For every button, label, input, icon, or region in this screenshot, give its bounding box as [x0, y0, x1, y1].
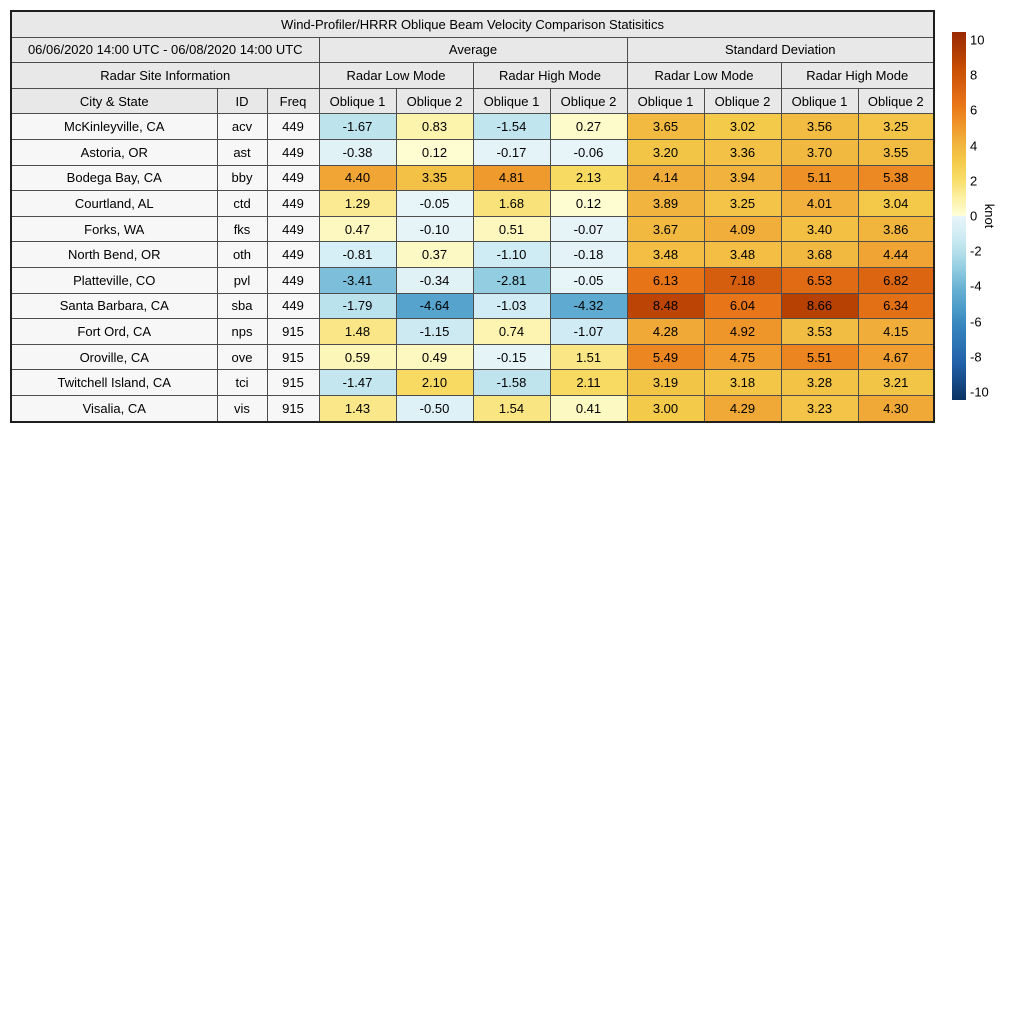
freq-cell: 449	[267, 114, 319, 140]
mode-header-avg-low: Radar Low Mode	[319, 63, 473, 89]
value-cell: 3.53	[781, 319, 858, 345]
value-cell: 3.67	[627, 216, 704, 242]
col-header-oblique: Oblique 1	[319, 88, 396, 114]
value-cell: 6.53	[781, 267, 858, 293]
freq-cell: 449	[267, 242, 319, 268]
freq-cell: 449	[267, 139, 319, 165]
value-cell: -0.50	[396, 395, 473, 421]
value-cell: 4.75	[704, 344, 781, 370]
value-cell: 3.65	[627, 114, 704, 140]
value-cell: 3.25	[858, 114, 934, 140]
value-cell: 0.83	[396, 114, 473, 140]
table-row	[11, 395, 934, 421]
freq-cell: 915	[267, 370, 319, 396]
value-cell: 3.19	[627, 370, 704, 396]
value-cell: -4.64	[396, 293, 473, 319]
value-cell: 3.18	[704, 370, 781, 396]
id-cell: tci	[217, 370, 267, 396]
value-cell: 2.11	[550, 370, 627, 396]
col-header-oblique: Oblique 2	[704, 88, 781, 114]
value-cell: 0.41	[550, 395, 627, 421]
id-cell: sba	[217, 293, 267, 319]
col-header-freq: Freq	[267, 88, 319, 114]
value-cell: 4.15	[858, 319, 934, 345]
id-cell: oth	[217, 242, 267, 268]
freq-cell: 915	[267, 344, 319, 370]
group-header-row	[11, 37, 934, 63]
value-cell: -1.67	[319, 114, 396, 140]
freq-cell: 915	[267, 395, 319, 421]
value-cell: 4.67	[858, 344, 934, 370]
id-cell: vis	[217, 395, 267, 421]
col-header-oblique: Oblique 2	[858, 88, 934, 114]
value-cell: 5.51	[781, 344, 858, 370]
city-cell: Visalia, CA	[11, 395, 217, 421]
table-row	[11, 191, 934, 217]
value-cell: 0.12	[550, 191, 627, 217]
colorbar-tick-label: 4	[970, 138, 978, 154]
colorbar-tick-label: -4	[970, 278, 982, 294]
value-cell: 0.47	[319, 216, 396, 242]
id-cell: ove	[217, 344, 267, 370]
id-cell: acv	[217, 114, 267, 140]
value-cell: -0.38	[319, 139, 396, 165]
value-cell: 6.13	[627, 267, 704, 293]
colorbar-tick-label: -6	[970, 314, 982, 330]
value-cell: 3.02	[704, 114, 781, 140]
city-cell: North Bend, OR	[11, 242, 217, 268]
value-cell: 6.82	[858, 267, 934, 293]
value-cell: 5.49	[627, 344, 704, 370]
table-row	[11, 344, 934, 370]
value-cell: -0.06	[550, 139, 627, 165]
value-cell: 3.35	[396, 165, 473, 191]
city-cell: Oroville, CA	[11, 344, 217, 370]
value-cell: -2.81	[473, 267, 550, 293]
table-row	[11, 139, 934, 165]
value-cell: -1.47	[319, 370, 396, 396]
mode-header-row	[11, 63, 934, 89]
mode-header-std-high: Radar High Mode	[781, 63, 934, 89]
value-cell: 1.48	[319, 319, 396, 345]
value-cell: 1.29	[319, 191, 396, 217]
colorbar-tick-label: -2	[970, 243, 982, 259]
value-cell: 0.74	[473, 319, 550, 345]
site-info-header: Radar Site Information	[11, 63, 319, 89]
freq-cell: 449	[267, 165, 319, 191]
value-cell: -1.15	[396, 319, 473, 345]
city-cell: Santa Barbara, CA	[11, 293, 217, 319]
value-cell: -1.54	[473, 114, 550, 140]
colorbar-tick-label: -8	[970, 349, 982, 365]
col-header-oblique: Oblique 1	[627, 88, 704, 114]
table-row	[11, 165, 934, 191]
value-cell: 3.56	[781, 114, 858, 140]
col-header-oblique: Oblique 2	[396, 88, 473, 114]
freq-cell: 449	[267, 216, 319, 242]
colorbar-tick-label: -10	[970, 384, 989, 400]
value-cell: 8.48	[627, 293, 704, 319]
comparison-table	[10, 10, 935, 423]
value-cell: 3.28	[781, 370, 858, 396]
value-cell: -0.18	[550, 242, 627, 268]
table-head	[11, 11, 934, 114]
col-header-oblique: Oblique 1	[781, 88, 858, 114]
value-cell: 3.48	[704, 242, 781, 268]
value-cell: 3.36	[704, 139, 781, 165]
value-cell: 3.70	[781, 139, 858, 165]
value-cell: 3.23	[781, 395, 858, 421]
value-cell: -0.15	[473, 344, 550, 370]
colorbar-tick-label: 8	[970, 67, 978, 83]
id-cell: nps	[217, 319, 267, 345]
freq-cell: 449	[267, 267, 319, 293]
column-header-row	[11, 88, 934, 114]
table-row	[11, 216, 934, 242]
id-cell: bby	[217, 165, 267, 191]
table-title: Wind-Profiler/HRRR Oblique Beam Velocity Comparison Statisitics	[11, 11, 934, 37]
value-cell: 3.68	[781, 242, 858, 268]
value-cell: 4.40	[319, 165, 396, 191]
city-cell: Astoria, OR	[11, 139, 217, 165]
freq-cell: 915	[267, 319, 319, 345]
value-cell: 3.86	[858, 216, 934, 242]
city-cell: Courtland, AL	[11, 191, 217, 217]
colorbar-gradient	[952, 32, 966, 400]
value-cell: 3.25	[704, 191, 781, 217]
value-cell: 2.10	[396, 370, 473, 396]
colorbar-tick-label: 0	[970, 208, 978, 224]
value-cell: 3.48	[627, 242, 704, 268]
mode-header-avg-high: Radar High Mode	[473, 63, 627, 89]
city-cell: Bodega Bay, CA	[11, 165, 217, 191]
value-cell: 5.38	[858, 165, 934, 191]
table-row	[11, 114, 934, 140]
value-cell: -0.05	[396, 191, 473, 217]
col-header-oblique: Oblique 1	[473, 88, 550, 114]
value-cell: 8.66	[781, 293, 858, 319]
id-cell: fks	[217, 216, 267, 242]
value-cell: 2.13	[550, 165, 627, 191]
city-cell: Platteville, CO	[11, 267, 217, 293]
value-cell: -1.10	[473, 242, 550, 268]
value-cell: -0.10	[396, 216, 473, 242]
colorbar-tick-label: 6	[970, 102, 978, 118]
value-cell: 4.92	[704, 319, 781, 345]
table-row	[11, 242, 934, 268]
value-cell: 0.12	[396, 139, 473, 165]
title-row	[11, 11, 934, 37]
value-cell: -0.34	[396, 267, 473, 293]
table-row	[11, 370, 934, 396]
value-cell: 3.40	[781, 216, 858, 242]
stddev-group-header: Standard Deviation	[627, 37, 934, 63]
id-cell: pvl	[217, 267, 267, 293]
value-cell: -1.58	[473, 370, 550, 396]
value-cell: 4.28	[627, 319, 704, 345]
value-cell: -0.07	[550, 216, 627, 242]
value-cell: -1.07	[550, 319, 627, 345]
value-cell: -0.05	[550, 267, 627, 293]
value-cell: 4.09	[704, 216, 781, 242]
city-cell: Fort Ord, CA	[11, 319, 217, 345]
value-cell: -1.79	[319, 293, 396, 319]
value-cell: -1.03	[473, 293, 550, 319]
value-cell: 1.43	[319, 395, 396, 421]
value-cell: 1.51	[550, 344, 627, 370]
value-cell: 3.00	[627, 395, 704, 421]
value-cell: 4.44	[858, 242, 934, 268]
value-cell: 7.18	[704, 267, 781, 293]
value-cell: 4.29	[704, 395, 781, 421]
city-cell: Forks, WA	[11, 216, 217, 242]
city-cell: McKinleyville, CA	[11, 114, 217, 140]
id-cell: ctd	[217, 191, 267, 217]
value-cell: 0.37	[396, 242, 473, 268]
value-cell: 5.11	[781, 165, 858, 191]
table-row	[11, 267, 934, 293]
value-cell: 0.27	[550, 114, 627, 140]
value-cell: -0.17	[473, 139, 550, 165]
id-cell: ast	[217, 139, 267, 165]
value-cell: 3.04	[858, 191, 934, 217]
value-cell: 6.34	[858, 293, 934, 319]
colorbar-tick-label: 2	[970, 173, 978, 189]
value-cell: 0.49	[396, 344, 473, 370]
value-cell: -0.81	[319, 242, 396, 268]
city-cell: Twitchell Island, CA	[11, 370, 217, 396]
value-cell: 4.81	[473, 165, 550, 191]
table-row	[11, 319, 934, 345]
freq-cell: 449	[267, 293, 319, 319]
value-cell: 3.94	[704, 165, 781, 191]
average-group-header: Average	[319, 37, 627, 63]
table-body	[11, 114, 934, 422]
value-cell: 3.89	[627, 191, 704, 217]
value-cell: -3.41	[319, 267, 396, 293]
value-cell: 4.14	[627, 165, 704, 191]
colorbar-unit-label: knot	[982, 203, 997, 229]
colorbar-tick-label: 10	[970, 32, 985, 48]
col-header-id: ID	[217, 88, 267, 114]
col-header-oblique: Oblique 2	[550, 88, 627, 114]
value-cell: 3.21	[858, 370, 934, 396]
value-cell: 6.04	[704, 293, 781, 319]
col-header-city: City & State	[11, 88, 217, 114]
value-cell: 0.59	[319, 344, 396, 370]
value-cell: 4.30	[858, 395, 934, 421]
value-cell: 1.68	[473, 191, 550, 217]
value-cell: -4.32	[550, 293, 627, 319]
value-cell: 3.20	[627, 139, 704, 165]
mode-header-std-low: Radar Low Mode	[627, 63, 781, 89]
table-row	[11, 293, 934, 319]
value-cell: 4.01	[781, 191, 858, 217]
date-range-cell: 06/06/2020 14:00 UTC - 06/08/2020 14:00 UTC	[11, 37, 319, 63]
value-cell: 1.54	[473, 395, 550, 421]
comparison-table-wrap	[10, 10, 935, 423]
freq-cell: 449	[267, 191, 319, 217]
value-cell: 0.51	[473, 216, 550, 242]
value-cell: 3.55	[858, 139, 934, 165]
